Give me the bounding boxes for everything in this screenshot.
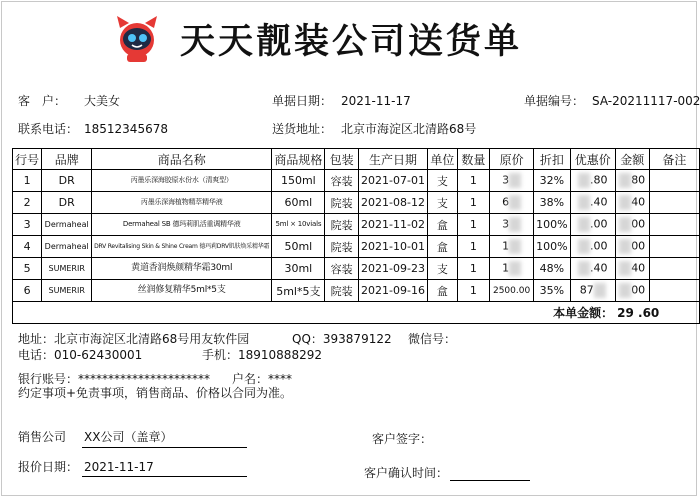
customer-value: 大美女 bbox=[84, 94, 121, 108]
cell-no: 6 bbox=[13, 280, 42, 302]
cell-price: 2500.00 bbox=[490, 280, 534, 302]
column-header: 生产日期 bbox=[358, 149, 427, 170]
table-row bbox=[13, 236, 700, 258]
cell-note bbox=[649, 280, 699, 302]
cell-deal bbox=[570, 280, 615, 302]
cell-pack: 容装 bbox=[325, 170, 359, 192]
redaction-blur bbox=[578, 173, 590, 188]
cell-discount: 35% bbox=[533, 280, 570, 302]
cell-note bbox=[649, 258, 699, 280]
column-header: 优惠价 bbox=[570, 149, 615, 170]
cell-date: 2021-10-01 bbox=[358, 236, 427, 258]
cell-pack: 容装 bbox=[325, 258, 359, 280]
cell-qty: 1 bbox=[457, 170, 490, 192]
redaction-blur bbox=[619, 261, 631, 276]
cell-discount: 48% bbox=[533, 258, 570, 280]
cell-deal bbox=[570, 192, 615, 214]
cell-name: Dermaheal SB 德玛莉肌活重调精华液 bbox=[92, 214, 272, 236]
cell-amount bbox=[615, 236, 649, 258]
deal-text: 87 bbox=[579, 283, 594, 297]
cell-qty: 1 bbox=[457, 236, 490, 258]
redaction-blur bbox=[509, 261, 521, 276]
price-text: 6 bbox=[502, 195, 510, 209]
column-header: 商品名称 bbox=[92, 149, 272, 170]
cell-qty: 1 bbox=[457, 192, 490, 214]
cell-deal bbox=[570, 258, 615, 280]
customer-label: 客 户： bbox=[18, 94, 67, 108]
company-address: 地址：北京市海淀区北清路68号用友软件园 bbox=[18, 332, 250, 346]
cell-amount bbox=[615, 170, 649, 192]
redaction-blur bbox=[594, 283, 606, 298]
deal-text: .00 bbox=[589, 239, 608, 253]
items-table bbox=[12, 148, 700, 324]
redaction-blur bbox=[578, 239, 590, 254]
cell-name: 丝润修复精华5ml*5支 bbox=[92, 280, 272, 302]
company-mobile: 手机：18910888292 bbox=[202, 348, 322, 362]
cell-no: 5 bbox=[13, 258, 42, 280]
cell-amount bbox=[615, 214, 649, 236]
redaction-blur bbox=[619, 217, 631, 232]
cell-date: 2021-08-12 bbox=[358, 192, 427, 214]
cell-no: 2 bbox=[13, 192, 42, 214]
column-header: 原价 bbox=[490, 149, 534, 170]
cell-deal bbox=[570, 236, 615, 258]
account-name: 户名：**** bbox=[232, 372, 293, 386]
column-header: 备注 bbox=[649, 149, 699, 170]
phone-value: 18512345678 bbox=[84, 122, 168, 136]
amount-text: 00 bbox=[631, 283, 646, 297]
table-row bbox=[13, 280, 700, 302]
price-text: 1 bbox=[502, 261, 510, 275]
redaction-blur bbox=[509, 239, 521, 254]
cell-date: 2021-09-23 bbox=[358, 258, 427, 280]
table-row bbox=[13, 214, 700, 236]
price-text: 3 bbox=[502, 173, 510, 187]
cell-discount: 100% bbox=[533, 236, 570, 258]
cell-unit: 盒 bbox=[428, 236, 457, 258]
column-header: 单位 bbox=[428, 149, 457, 170]
amount-text: 80 bbox=[631, 173, 646, 187]
cell-amount bbox=[615, 258, 649, 280]
cell-qty: 1 bbox=[457, 258, 490, 280]
company-tel: 电话：010-62430001 bbox=[18, 348, 143, 362]
redaction-blur bbox=[509, 173, 521, 188]
column-header: 品牌 bbox=[42, 149, 92, 170]
redaction-blur bbox=[578, 261, 590, 276]
cell-brand: DR bbox=[42, 170, 92, 192]
phone-label: 联系电话： bbox=[18, 122, 79, 136]
cell-note bbox=[649, 170, 699, 192]
confirm-time-underline bbox=[450, 480, 530, 481]
quote-date-underline bbox=[82, 476, 247, 477]
cell-date: 2021-09-16 bbox=[358, 280, 427, 302]
cell-amount bbox=[615, 192, 649, 214]
redaction-blur bbox=[619, 239, 631, 254]
amount-text: 00 bbox=[631, 239, 646, 253]
amount-text: 40 bbox=[631, 261, 646, 275]
cell-deal bbox=[570, 214, 615, 236]
cell-price bbox=[490, 214, 534, 236]
cell-discount: 32% bbox=[533, 170, 570, 192]
cell-spec: 30ml bbox=[272, 258, 325, 280]
total-label: 本单金额： bbox=[533, 302, 615, 324]
date-label: 单据日期： bbox=[272, 94, 333, 108]
redaction-blur bbox=[578, 217, 590, 232]
cell-name: 黄道香润焕颜精华霜30ml bbox=[92, 258, 272, 280]
cell-unit: 支 bbox=[428, 192, 457, 214]
document-title: 天天靓装公司送货单 bbox=[180, 21, 523, 62]
cell-price bbox=[490, 236, 534, 258]
cell-qty: 1 bbox=[457, 214, 490, 236]
deal-text: .40 bbox=[589, 195, 608, 209]
amount-text: 40 bbox=[631, 195, 646, 209]
cell-name: 丙墨乐深海植物精萃精华液 bbox=[92, 192, 272, 214]
cell-spec: 60ml bbox=[272, 192, 325, 214]
redaction-blur bbox=[509, 195, 521, 210]
column-header: 商品规格 bbox=[272, 149, 325, 170]
column-header: 包装 bbox=[325, 149, 359, 170]
address-value: 北京市海淀区北清路68号 bbox=[341, 122, 477, 136]
total-row bbox=[13, 302, 700, 324]
company-wechat: 微信号： bbox=[408, 332, 457, 346]
amount-text: 00 bbox=[631, 217, 646, 231]
cell-brand: SUMERIR bbox=[42, 258, 92, 280]
bank-account: 银行账号：********************** bbox=[18, 372, 211, 386]
cell-spec: 150ml bbox=[272, 170, 325, 192]
price-text: 3 bbox=[502, 217, 510, 231]
table-header-row bbox=[13, 149, 700, 170]
address-label: 送货地址： bbox=[272, 122, 333, 136]
cell-price bbox=[490, 170, 534, 192]
cell-no: 4 bbox=[13, 236, 42, 258]
redaction-blur bbox=[509, 217, 521, 232]
cell-spec: 5ml × 10vials bbox=[272, 214, 325, 236]
deal-text: .40 bbox=[589, 261, 608, 275]
cell-price bbox=[490, 258, 534, 280]
cell-date: 2021-11-02 bbox=[358, 214, 427, 236]
table-row bbox=[13, 170, 700, 192]
cell-qty: 1 bbox=[457, 280, 490, 302]
cell-amount bbox=[615, 280, 649, 302]
cell-name: 丙墨乐深海胶原水份水（清爽型） bbox=[92, 170, 272, 192]
table-row bbox=[13, 258, 700, 280]
cell-brand: DR bbox=[42, 192, 92, 214]
seller-value: XX公司（盖章） bbox=[84, 430, 173, 444]
cell-pack: 院装 bbox=[325, 192, 359, 214]
quote-date-value: 2021-11-17 bbox=[84, 460, 154, 474]
cell-spec: 50ml bbox=[272, 236, 325, 258]
cell-brand: SUMERIR bbox=[42, 280, 92, 302]
column-header: 数量 bbox=[457, 149, 490, 170]
table-row bbox=[13, 192, 700, 214]
cell-unit: 盒 bbox=[428, 280, 457, 302]
redaction-blur bbox=[578, 195, 590, 210]
cell-no: 1 bbox=[13, 170, 42, 192]
redaction-blur bbox=[619, 283, 631, 298]
company-logo-icon bbox=[112, 14, 162, 64]
cell-date: 2021-07-01 bbox=[358, 170, 427, 192]
column-header: 折扣 bbox=[533, 149, 570, 170]
confirm-time-label: 客户确认时间： bbox=[364, 466, 449, 480]
total-value: 29 .60 bbox=[615, 302, 699, 324]
redaction-blur bbox=[619, 195, 631, 210]
order-no-label: 单据编号： bbox=[524, 94, 585, 108]
company-qq: QQ：393879122 bbox=[292, 332, 392, 346]
redaction-blur bbox=[619, 173, 631, 188]
cell-unit: 支 bbox=[428, 258, 457, 280]
cell-pack: 院装 bbox=[325, 236, 359, 258]
cell-unit: 盒 bbox=[428, 214, 457, 236]
customer-sign-label: 客户签字： bbox=[372, 432, 433, 446]
date-value: 2021-11-17 bbox=[341, 94, 411, 108]
total-spacer bbox=[13, 302, 534, 324]
quote-date-label: 报价日期： bbox=[18, 460, 79, 474]
cell-discount: 100% bbox=[533, 214, 570, 236]
deal-text: .80 bbox=[589, 173, 608, 187]
cell-note bbox=[649, 236, 699, 258]
cell-note bbox=[649, 192, 699, 214]
column-header: 金额 bbox=[615, 149, 649, 170]
cell-discount: 38% bbox=[533, 192, 570, 214]
cell-note bbox=[649, 214, 699, 236]
price-text: 1 bbox=[502, 239, 510, 253]
agreement-text: 约定事项+免责事项，销售商品、价格以合同为准。 bbox=[18, 386, 293, 400]
column-header: 行号 bbox=[13, 149, 42, 170]
cell-unit: 支 bbox=[428, 170, 457, 192]
cell-spec: 5ml*5支 bbox=[272, 280, 325, 302]
cell-name: DRV Revitalising Skin & Shine Cream 德玛莉DRV肌肤焕采精华霜 bbox=[92, 236, 272, 258]
seller-underline bbox=[82, 447, 247, 448]
deal-text: .00 bbox=[589, 217, 608, 231]
cell-pack: 院装 bbox=[325, 280, 359, 302]
cell-no: 3 bbox=[13, 214, 42, 236]
cell-brand: Dermaheal bbox=[42, 236, 92, 258]
seller-label: 销售公司 bbox=[18, 430, 67, 444]
cell-brand: Dermaheal bbox=[42, 214, 92, 236]
cell-pack: 院装 bbox=[325, 214, 359, 236]
order-no-value: SA-20211117-002 bbox=[592, 94, 700, 108]
cell-deal bbox=[570, 170, 615, 192]
cell-price bbox=[490, 192, 534, 214]
